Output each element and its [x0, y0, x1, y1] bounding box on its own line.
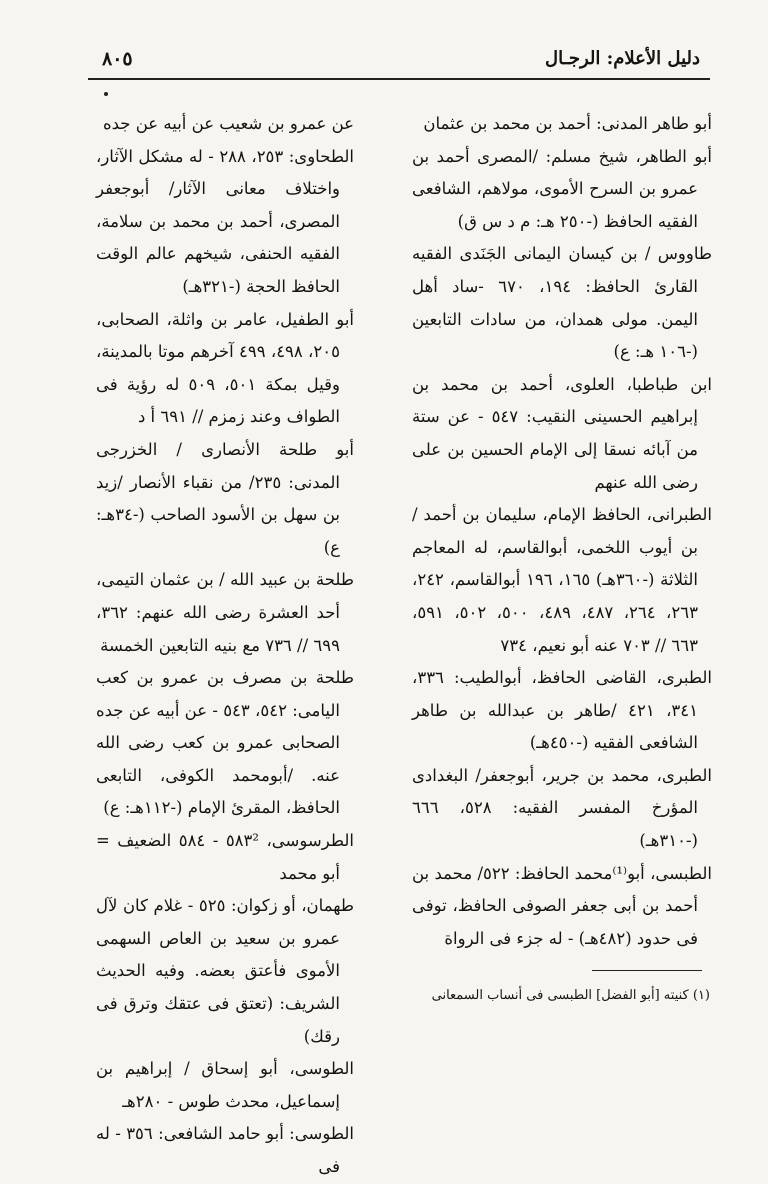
index-entry: طلحة بن عبيد الله / بن عثمان التيمى، أحد العشرة رضى الله عنهم: ٣٦٢، ٦٩٩ // ٧٣٦ مع بنيه التابعين الخمسة: [96, 570, 354, 655]
page-header: [90, 44, 710, 78]
right-column: [412, 108, 712, 955]
index-entry: الطبرى، القاضى الحافظ، أبوالطيب: ٣٣٦، ٣٤١، ٤٢١ /طاهر بن عبدالله بن طاهر الشافعى الفقيه (-٤٥٠هـ): [412, 668, 712, 753]
index-entry: الطوسى، أبو إسحاق / إبراهيم بن إسماعيل، محدث طوس - ٢٨٠هـ: [96, 1059, 354, 1111]
left-column: [96, 108, 354, 1184]
index-entry: أبو طلحة الأنصارى / الخزرجى المدنى: ٢٣٥/ من نقباء الأنصار /زيد بن سهل بن الأسود الصاحب (-٣٤هـ: ع): [96, 439, 354, 557]
index-entry: طاووس / بن كيسان اليمانى الجَنَدى الفقيه القارئ الحافظ: ١٩٤، ٦٧٠ -ساد أهل اليمن. مولى همدان، من سادات التابعين (-١٠٦ هـ: ع): [412, 244, 712, 362]
index-entry: الطبرى، محمد بن جرير، أبوجعفر/ البغدادى المؤرخ المفسر الفقيه: ٥٢٨، ٦٦٦ (-٣١٠هـ): [412, 765, 712, 851]
header-rule: [88, 78, 710, 80]
index-entry: عن عمرو بن شعيب عن أبيه عن جده: [102, 114, 354, 133]
index-entry: أبو الطفيل، عامر بن واثلة، الصحابى، ٢٠٥، ٤٩٨، ٤٩٩ آخرهم موتا بالمدينة، وقيل بمكة ٥٠١، ٥٠٩ له رؤية فى الطواف وعند زمزم // ٦٩١ أ د: [96, 309, 354, 427]
page-number: ٨٠٥: [102, 48, 133, 70]
index-entry: أبو الطاهر، شيخ مسلم: /المصرى أحمد بن عمرو بن السرح الأموى، مولاهم، الشافعى الفقيه الحافظ (-٢٥٠ هـ: م د س ق): [412, 146, 712, 231]
index-entry: أبو طاهر المدنى: أحمد بن محمد بن عثمان: [423, 114, 712, 133]
margin-dot: [104, 92, 108, 96]
index-entry: ابن طباطبا، العلوى، أحمد بن محمد بن إبراهيم الحسينى النقيب: ٥٤٧ - عن ستة من آبائه نسقا إلى الإمام الحسين بن على رضى الله عنهم: [412, 374, 712, 492]
index-entry: طلحة بن مصرف بن عمرو بن كعب اليامى: ٥٤٢، ٥٤٣ - عن أبيه عن جده الصحابى عمرو بن كعب رضى الله عنه. /أبومحمد الكوفى، التابعى الحافظ، المقرئ الإمام (-١١٢هـ: ع): [96, 668, 354, 818]
footnote: (١) كنيته [أبو الفضل] الطبسى فى أنساب السمعانى: [431, 988, 710, 1003]
index-entry: الطبرانى، الحافظ الإمام، سليمان بن أحمد / بن أيوب اللخمى، أبوالقاسم، له المعاجم الثلاثة (-٣٦٠هـ) ١٦٥، ١٩٦ أبوالقاسم، ٢٤٢، ٢٦٣، ٢٦٤، ٤٨٧، ٤٨٩، ٥٠٠، ٥٠٢، ٥٩١، ٦٦٣ // ٧٠٣ عنه أبو نعيم، ٧٣٤: [412, 505, 712, 655]
index-entry: الطحاوى: ٢٥٣، ٢٨٨ - له مشكل الآثار، واختلاف معانى الآثار/ أبوجعفر المصرى، أحمد بن محمد بن سلامة، الفقيه الحنفى، شيخهم عالم الوقت الحافظ الحجة (-٣٢١هـ): [96, 146, 354, 296]
index-entry: الطوسى: أبو حامد الشافعى: ٣٥٦ - له فى: [96, 1124, 354, 1176]
index-entry: الطرسوسى، ٥٨٣² - ٥٨٤ الضعيف = أبو محمد: [96, 831, 354, 883]
index-entry: الطبسى، أبو⁽¹⁾محمد الحافظ: ٥٢٢/ محمد بن أحمد بن أبى جعفر الصوفى الحافظ، توفى فى حدود (٤٨٢هـ) - له جزء فى الرواة: [412, 863, 713, 948]
running-title: دليل الأعلام: الرجـال: [544, 48, 700, 69]
footnote-rule: [592, 970, 702, 971]
index-entry: طهمان، أو زكوان: ٥٢٥ - غلام كان لآل عمرو بن سعيد بن العاص السهمى الأموى فأعتق بعضه. وفيه الحديث الشريف: (تعتق فى عتقك وترق فى رقك): [96, 896, 354, 1046]
